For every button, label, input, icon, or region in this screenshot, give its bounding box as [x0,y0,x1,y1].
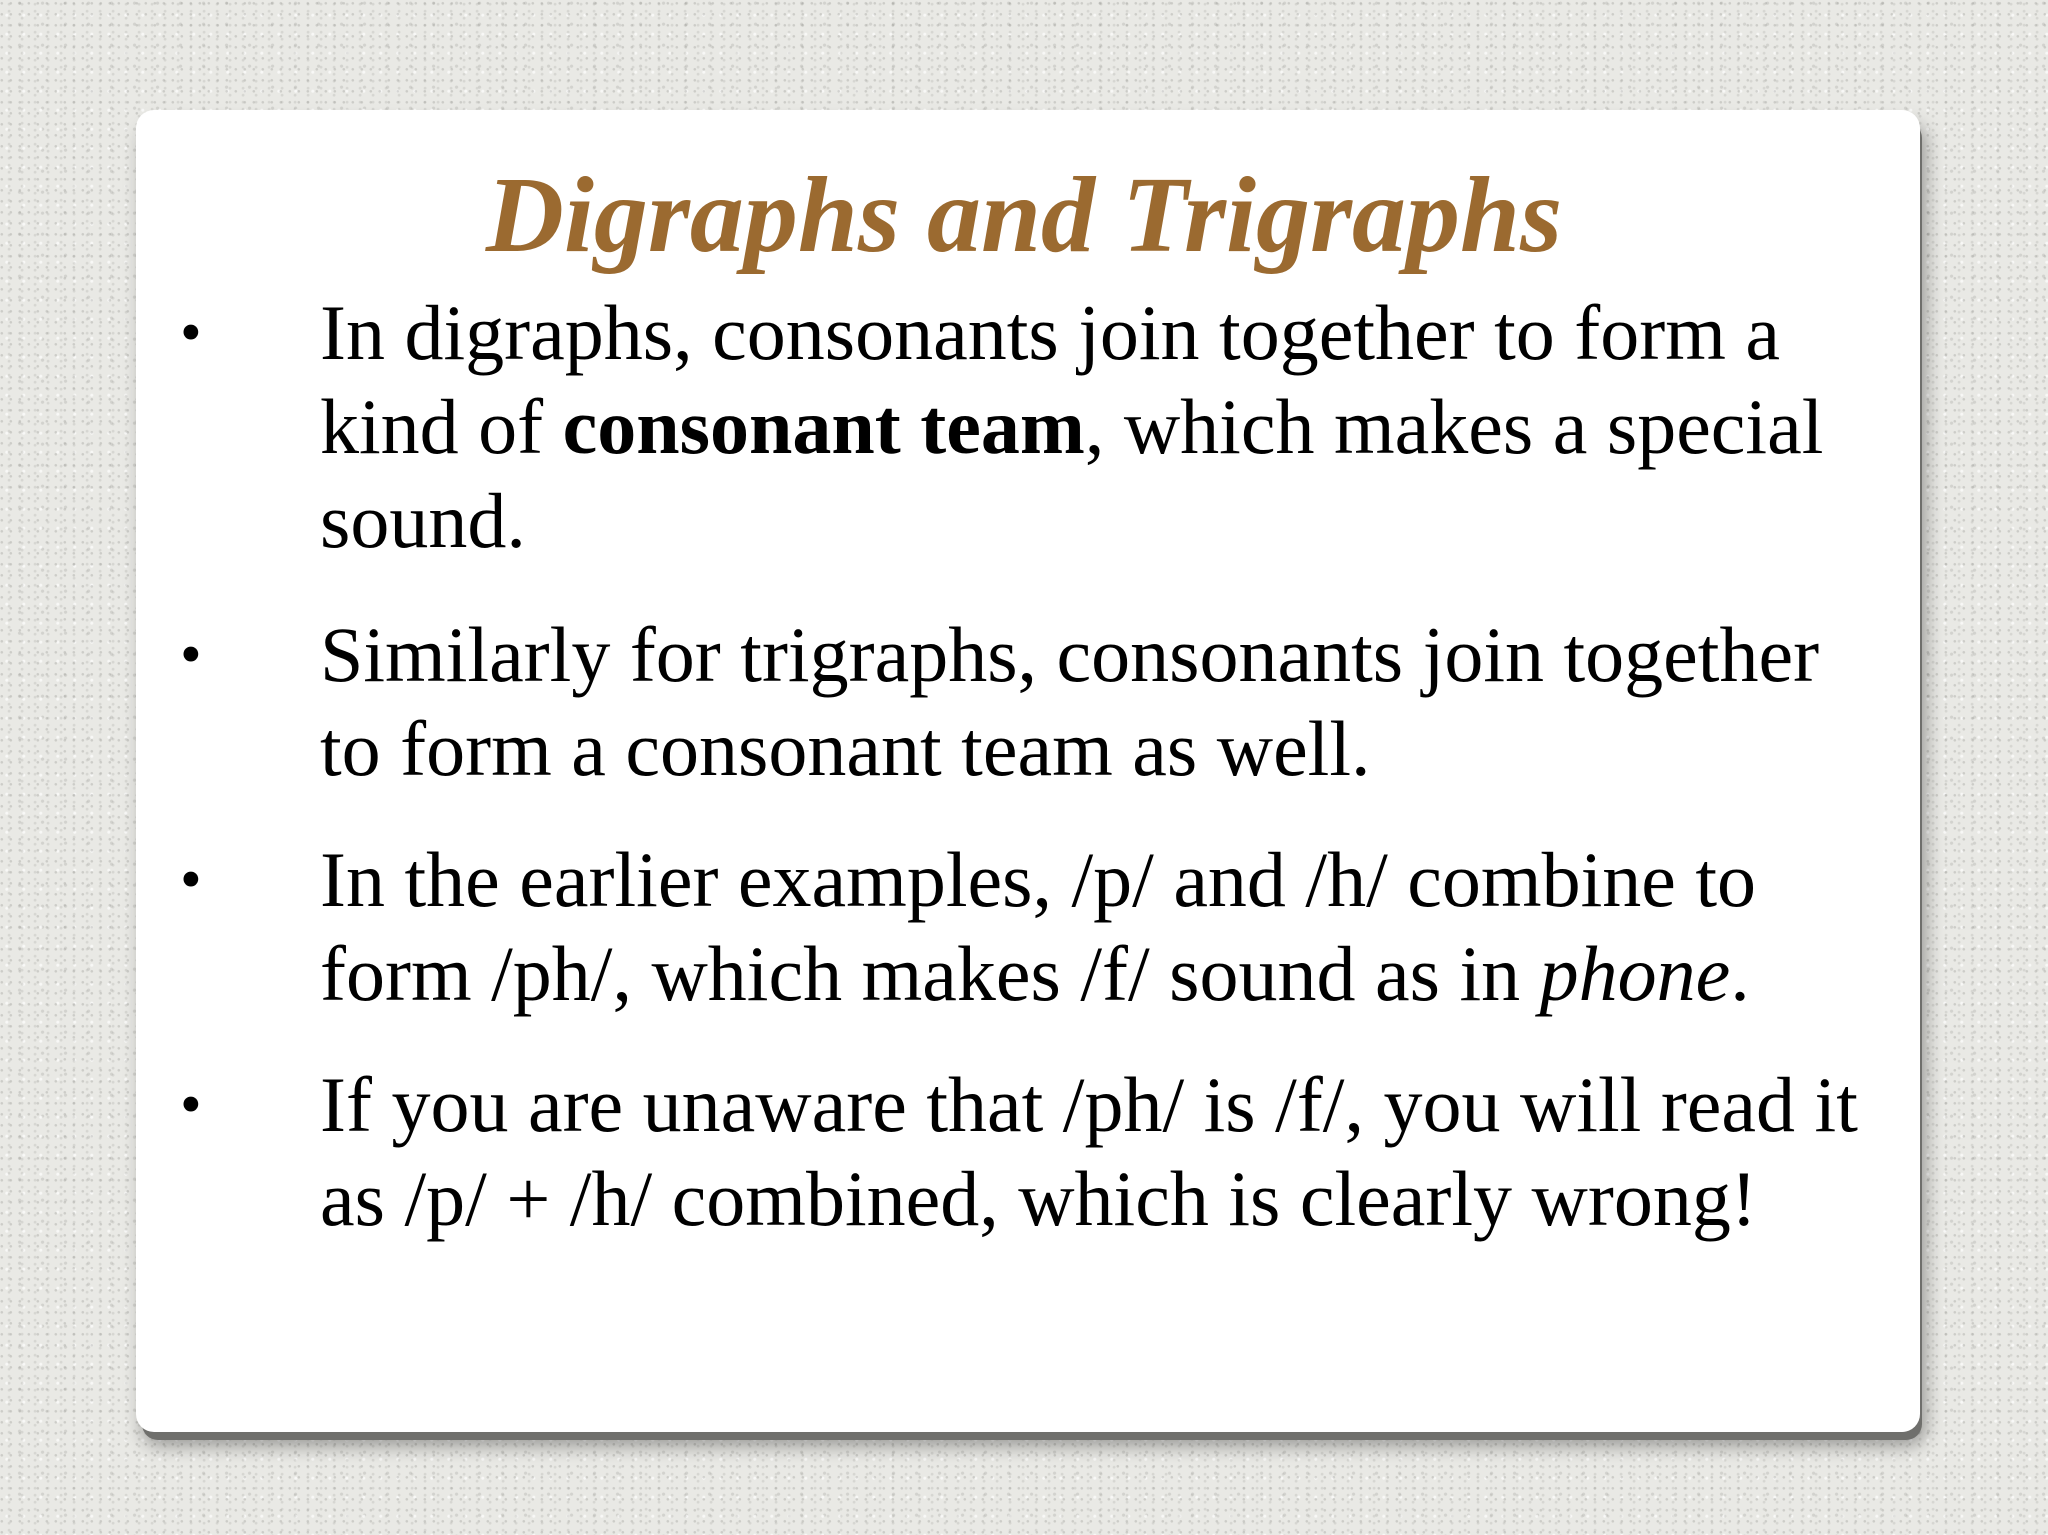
slide-title: Digraphs and Trigraphs [485,156,1563,275]
bullet-text-4: If you are unaware that /ph/ is /f/, you will read it as /p/ + /h/ combined, which is clearly wrong! [320,1061,1858,1242]
bullet-text-3-part1: In the earlier examples, /p/ and /h/ combine to form /ph/, which makes /f/ sound as in [320,836,1757,1017]
bullet-text-2: Similarly for trigraphs, consonants join together to form a consonant team as well. [320,611,1820,792]
bullet-text-1 [320,286,1880,568]
bullet-text-3 [320,833,1880,1021]
bullet-dot: • [180,299,202,367]
bullet-dot: • [180,621,202,689]
bullet-dot: • [180,1071,202,1139]
bullet-text-1-part2: , which makes a special sound. [320,383,1824,564]
bullet-text-1-part1: In digraphs, consonants join together to form a kind of [320,289,1781,470]
bullet-text-1-bold: consonant team [562,383,1085,470]
bullet-dot: • [180,846,202,914]
bullet-text-3-part2: . [1730,930,1750,1017]
bullet-text-3-italic: phone [1539,930,1731,1017]
